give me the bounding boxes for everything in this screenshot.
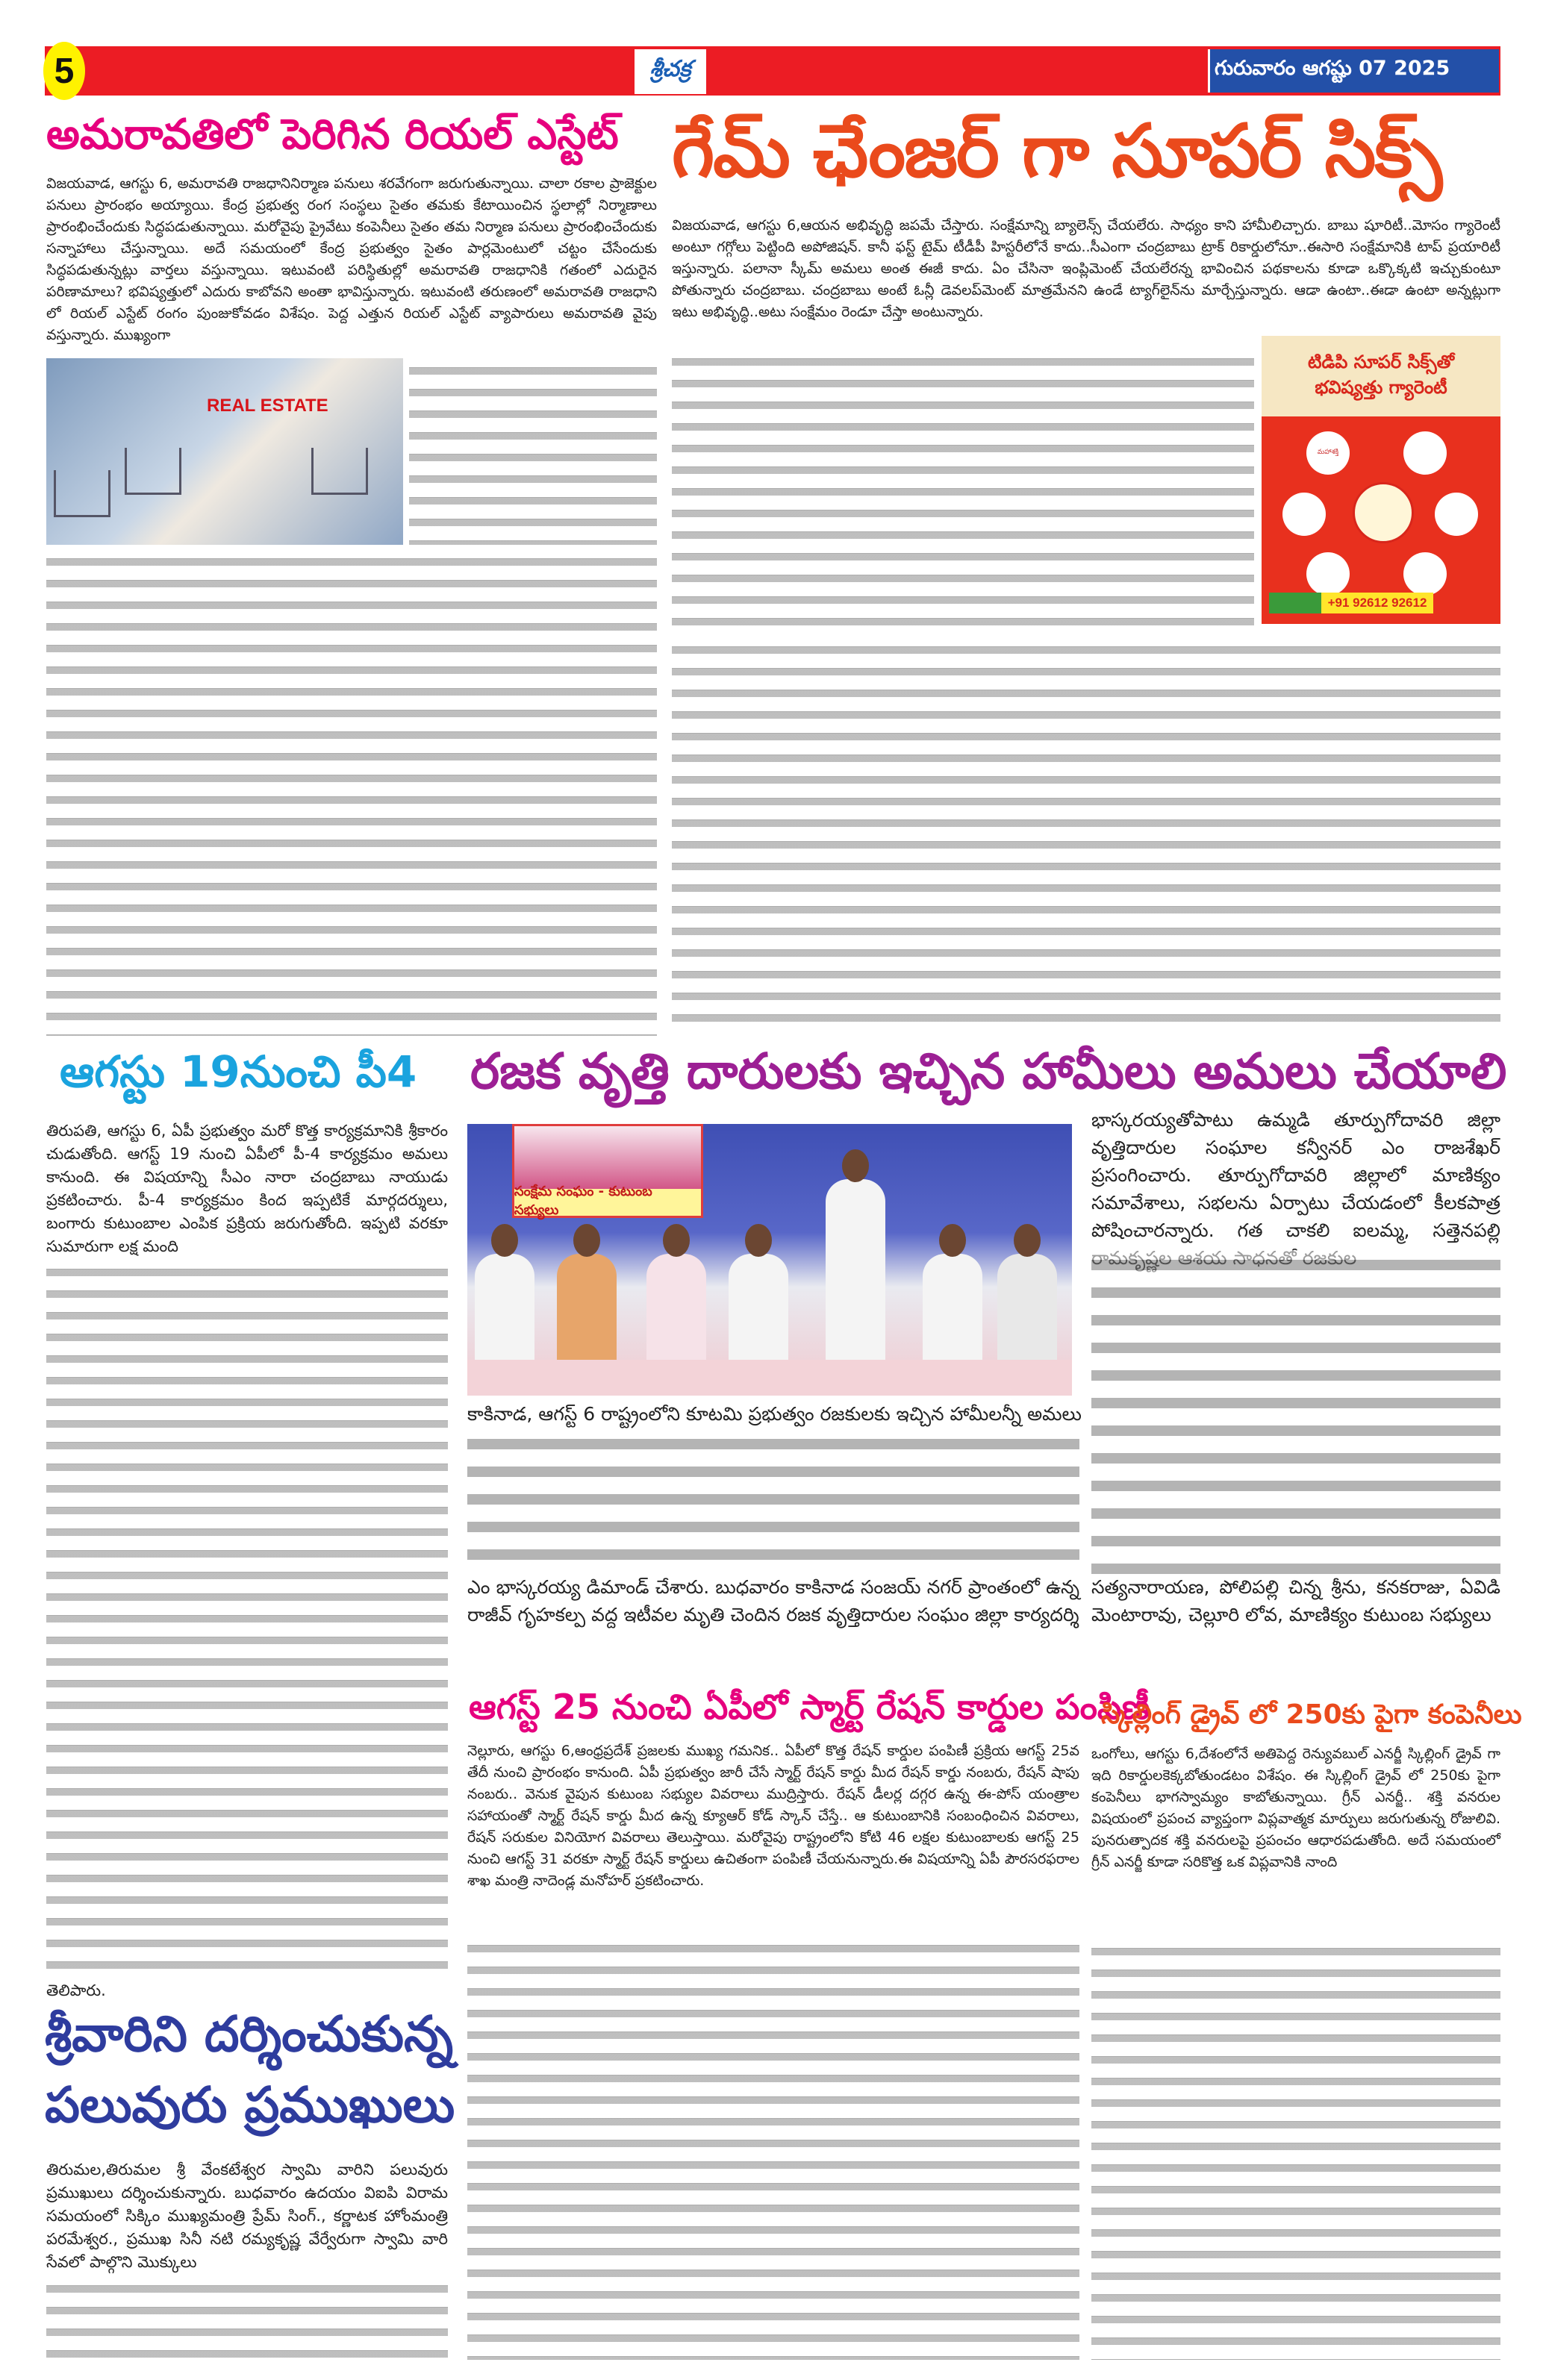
article-text-continued xyxy=(409,360,657,545)
headline-tirumala-line1: శ్రీవారిని దర్శించుకున్న xyxy=(45,2005,453,2063)
article-body-skilling: ఒంగోలు, ఆగస్టు 6,దేశంలోనే అతిపెద్ద రెన్యువబుల్ ఎనర్జీ స్కిల్లింగ్ డ్రైవ్ గా ఇది రికార్డులకెక్కబోతుండటం విశేషం. ఈ స్కిల్లింగ్ డ్రైవ్ లో 250కు పైగా కంపెనీలు భాగస్వామ్యం కాబోతున్నాయి. గ్రీన్ ఎనర్జీ.. శక్తి వనరుల విషయంలో ప్రపంచ వ్యాప్తంగా విప్లవాత్మక మార్పులు జరుగుతున్న రోజులివి. పునరుత్పాదక శక్తి వనరులపై ప్రపంచం ఆధారపడుతోంది. అదే సమయంలో గ్రీన్ ఎనర్జీ కూడా సరికొత్త ఒక విప్లవానికి నాంది xyxy=(1091,1746,1500,1870)
article-body-rajaka-end: ఎం భాస్కరయ్య డిమాండ్ చేశారు. బుధవారం కాకినాడ సంజయ్ నగర్ ప్రాంతంలో ఉన్న రాజీవ్ గృహకల్ప వద్ద ఇటీవల మృతి చెందిన రజక వృత్తిదారుల సంఘం జిల్లా కార్యదర్శి xyxy=(467,1576,1079,1625)
article-text-continued xyxy=(46,551,657,1036)
article-text-continued xyxy=(467,1429,1079,1571)
article-body-rajaka-side: భాస్కరయ్యతోపాటు ఉమ్మడి తూర్పుగోదావరి జిల్లా వృత్తిదారుల సంఘాల కన్వీనర్ ఎం రాజశేఖర్ ప్రసంగించారు. తూర్పుగోదావరి జిల్లాలో మాణిక్యం సమావేశాలు, సభలను ఏర్పాటు చేయడంలో కీలకపాత్ర పోషించారన్నారు. గత చాకలి ఐలమ్మ, సత్తెనపల్లి xyxy=(1091,1109,1500,1241)
house-icon xyxy=(54,470,110,517)
person xyxy=(997,1254,1057,1366)
scheme-badge-icon xyxy=(1403,431,1447,475)
person xyxy=(475,1254,534,1366)
headline-p4: ఆగస్టు 19నుంచి పీ4 xyxy=(60,1046,417,1097)
article-body-p4: తిరుపతి, ఆగస్టు 6, ఏపీ ప్రభుత్వం మరో కొత్త కార్యక్రమానికి శ్రీకారం చుడుతోంది. ఆగస్ట్ 19 నుంచి ఏపీలో పీ-4 కార్యక్రమం అమలు కానుంది. ఈ విషయాన్ని సీఎం నారా చంద్రబాబు నాయుడు ప్రకటించారు. పీ-4 కార్యక్రమం కింద ఇప్పటికే మార్గదర్శులు, బంగారు కుటుంబాల ఎంపిక ప్రక్రియ జరుగుతోంది. ఇప్పటి వరకూ సుమారుగా లక్ష మంది xyxy=(46,1122,448,1255)
tdp-super-six-advertisement xyxy=(1262,336,1500,624)
house-icon xyxy=(311,448,368,495)
house-icon xyxy=(125,448,181,495)
rajaka-meeting-photo xyxy=(467,1124,1072,1396)
article-text-continued xyxy=(467,1937,1079,2360)
headline-rajaka: రజక వృత్తి దారులకు ఇచ్చిన హామీలు అమలు చేయాలి xyxy=(470,1043,1507,1100)
scheme-badge: మహాశక్తి xyxy=(1306,431,1350,475)
leader-portrait xyxy=(1353,482,1414,543)
ad-helpline-label xyxy=(1269,593,1321,613)
speaker xyxy=(826,1179,885,1366)
newspaper-logo: శ్రీచక్ర xyxy=(635,49,706,94)
article-text-continued xyxy=(672,351,1254,634)
edition-date: గురువారం ఆగష్టు 07 2025 xyxy=(1208,49,1499,93)
headline-skilling-drive: స్కిల్లింగ్ డ్రైవ్ లో 250కు పైగా కంపెనీలు xyxy=(1101,1699,1522,1730)
page-number: 5 xyxy=(43,42,85,100)
article-ending-p4: తెలిపారు. xyxy=(46,1981,106,1999)
person xyxy=(923,1254,982,1366)
article-body-ration: నెల్లూరు, ఆగస్టు 6,ఆంధ్రప్రదేశ్ ప్రజలకు ముఖ్య గమనిక.. ఏపీలో కొత్త రేషన్ కార్డుల పంపిణీ ప్రక్రియ ఆగస్ట్ 25వ తేదీ నుంచి ప్రారంభం కానుంది. ఏపీ ప్రభుత్వం జారీ చేసే స్మార్ట్ రేషన్ కార్డు మీద రేషన్ కార్డు నంబరు, రేషన్ షాపు నంబరు.. వెనుక వైపున కుటుంబ సభ్యుల వివరాలు ముద్రిస్తారు. రేషన్ డీలర్ల దగ్గర ఉన్న ఈ-పోస్ యంత్రాల సహాయంతో స్మార్ట్ రేషన్ కార్డు మీద ఉన్న క్యూఆర్ కోడ్ స్కాన్ చేస్తే.. ఆ కుటుంబానికి సంబంధించిన వివరాలు, రేషన్ సరుకుల వినియోగ వివరాలు తెలుస్తాయి. మరోవైపు రాష్ట్రంలోని కోటి 46 లక్షల కుటుంబాలకు ఆగస్ట్ 25 నుంచి ఆగస్ట్ 31 వరకూ స్మార్ట్ రేషన్ కార్డులు ఉచితంగా పంపిణీ చేయనున్నారు.ఈ విషయాన్ని ఏపీ పౌరసరఫరాల శాఖ మంత్రి నాదెండ్ల మనోహర్ ప్రకటించారు. xyxy=(467,1743,1079,1889)
person xyxy=(729,1254,788,1366)
table-cloth xyxy=(467,1360,1072,1396)
headline-super-six: గేమ్ ఛేంజర్ గా సూపర్ సిక్స్ xyxy=(672,109,1441,194)
headline-ration-cards: ఆగస్ట్ 25 నుంచి ఏపీలో స్మార్ట్ రేషన్ కార్డుల పంపిణీ xyxy=(469,1687,1150,1727)
person xyxy=(557,1254,617,1366)
article-body-rajaka: కాకినాడ, ఆగస్ట్ 6 రాష్ట్రంలోని కూటమి ప్రభుత్వం రజకులకు ఇచ్చిన హామీలన్నీ అమలు xyxy=(467,1403,1082,1425)
article-text-continued xyxy=(1091,1250,1500,1578)
ad-title-line2: భవిష్యత్తు గ్యారెంటీ xyxy=(1315,377,1447,398)
headline-tirumala-line2: పలువురు ప్రముఖులు xyxy=(45,2076,455,2134)
memorial-banner xyxy=(512,1124,703,1218)
article-body-tirumala: తిరుమల,తిరుమల శ్రీ వేంకటేశ్వర స్వామి వారిని పలువురు ప్రముఖులు దర్శించుకున్నారు. బుధవారం ఉదయం విఐపి విరామ సమయంలో సిక్కిం ముఖ్యమంత్రి ప్రేమ్ సింగ్., కర్ణాటక హోంమంత్రి పరమేశ్వర., ప్రముఖ సినీ నటి రమ్యకృష్ణ వేర్వేరుగా స్వామి వారి సేవలో పాల్గొని మొక్కులు xyxy=(46,2161,448,2271)
scheme-badge-icon xyxy=(1435,493,1478,536)
housing-scheme-icon xyxy=(1306,552,1350,596)
article-text-continued xyxy=(1091,1940,1500,2360)
real-estate-image xyxy=(46,358,403,545)
scheme-badge-icon xyxy=(1282,493,1326,536)
banner-text: సంక్షేమ సంఘం - కుటుంబ సభ్యులు xyxy=(514,1189,701,1216)
article-body-rajaka-side-end: సత్యనారాయణ, పోలిపల్లి చిన్న శ్రీను, కనకరాజు, ఏవిడి మెంటారావు, చెల్లూరి లోవ, మాణిక్యం కుటుంబ సభ్యులు xyxy=(1091,1576,1500,1625)
article-body-amaravati: విజయవాడ, ఆగస్టు 6, అమరావతి రాజధానినిర్మాణ పనులు శరవేగంగా జరుగుతున్నాయి. చాలా రకాల ప్రాజెక్టుల పనులు ప్రారంభం అయ్యాయి. కేంద్ర ప్రభుత్వ రంగ సంస్థలు సైతం తమకు కేటాయించిన స్థలాల్లో నిర్మాణాలు ప్రారంభించేందుకు సిద్ధపడుతున్నాయి. మరోవైపు ప్రైవేటు కంపెనీలు సైతం తమ నిర్మాణ పనులు ప్రారంభించేందుకు సన్నాహాలు చేస్తున్నాయి. అదే సమయంలో కేంద్ర ప్రభుత్వం సైతం పార్లమెంటులో చట్టం చేసేందుకు సిద్ధపడుతున్నట్లు వార్తలు వస్తున్నాయి. ఇటువంటి పరిస్థితుల్లో అమరావతి రాజధానికి గతంలో ఎదురైన పరిణామాలు? భవిష్యత్తులో ఎదురు కాబోవని అంతా భావిస్తున్నారు. ఇటువంటి తరుణంలో అమరావతి రాజధాని లో రియల్ ఎస్టేట్ రంగం పుంజుకోవడం విశేషం. పెద్ద ఎత్తున రియల్ ఎస్టేట్ వ్యాపారులు అమరావతి వైపు వస్తున్నారు. ముఖ్యంగా xyxy=(46,175,657,343)
headline-amaravati-real-estate: అమరావతిలో పెరిగిన రియల్ ఎస్టేట్ xyxy=(46,110,619,159)
person xyxy=(646,1254,706,1366)
ad-phone-number: +91 92612 92612 xyxy=(1321,593,1433,613)
real-estate-label: REAL ESTATE xyxy=(207,396,328,416)
article-text-continued xyxy=(46,2278,448,2360)
article-text-continued xyxy=(46,1261,448,1978)
article-text-continued xyxy=(672,639,1500,1036)
article-body-super-six: విజయవాడ, ఆగస్టు 6,ఆయన అభివృద్ధి జపమే చేస్తారు. సంక్షేమాన్ని బ్యాలెన్స్ చేయలేరు. సాధ్యం కాని హామీలిచ్చారు. బాబు షూరిటీ..మోసం గ్యారెంటీ అంటూ గగ్గోలు పెట్టింది అపోజిషన్. కానీ ఫస్ట్ టైమ్ టీడీపీ హిస్టరీలోనే కాదు..సీఎంగా చంద్రబాబు ట్రాక్ రికార్డులోనూ..ఈసారి సంక్షేమానికి టాప్ ప్రయారిటీ ఇస్తున్నారు. పలానా స్కీమ్ అమలు అంత ఈజీ కాదు. ఏం చేసినా ఇంప్లిమెంట్ చేయలేరన్న భావించిన పథకాలను కూడా ఒక్కొక్కటి ఇచ్చుకుంటూ పోతున్నారు చంద్రబాబు. చంద్రబాబు అంటే ఓన్లీ డెవలప్‌మెంట్ మాత్రమేనని ఉండే ట్యాగ్‌లైన్‌ను మార్చేస్తున్నారు. ఆడా ఉంటా..ఈడా ఉంటా అన్నట్లుగా ఇటు అభివృద్ధి..అటు సంక్షేమం రెండూ చేస్తా అంటున్నారు. xyxy=(672,217,1500,320)
scheme-badge-icon xyxy=(1403,552,1447,596)
ad-title-line1: టిడిపి సూపర్ సిక్స్‌తో xyxy=(1307,352,1455,372)
